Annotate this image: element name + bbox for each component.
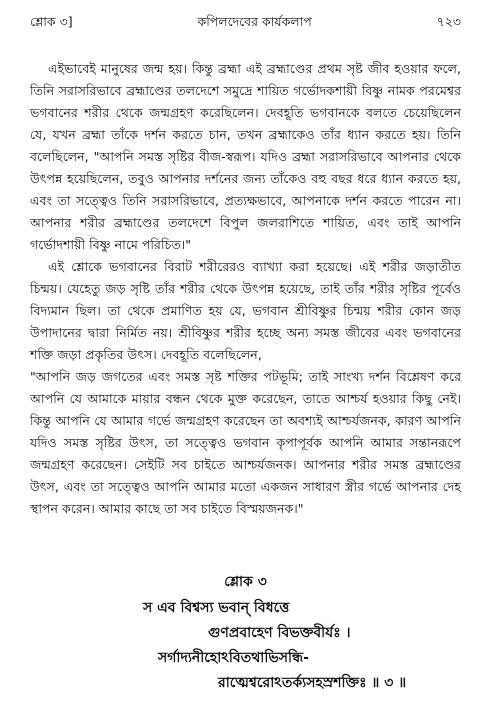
verse-line: গুণপ্রবাহেণ বিভক্তবীর্যঃ । (208, 625, 351, 641)
sanskrit-verse (0, 596, 491, 696)
header-page-number: ৭২৩ (436, 14, 461, 29)
sloka-heading: শ্লোক ৩ (224, 574, 267, 590)
verse-line: সর্গাদ্যনীহোঽবিতথাভিসন্ধি- (158, 650, 309, 666)
paragraph: এইভাবেই মানুষের জন্ম হয়। কিন্তু ব্রহ্মা এই ব্রহ্মাণ্ডের প্রথম সৃষ্ট জীব হওয়ার ফলে, তিনি সরাসরিভাবে ব্রহ্মাণ্ডের তলদেশে সমুদ্রে শায়িত গর্ভোদকশায়ী বিষ্ণু নামক পরমেশ্বর ভগবানের শরীর থেকে জন্মগ্রহণ করেছিলেন। দেবহূতি ভগবানকে বলতে চেয়েছিলেন যে, যখন ব্রহ্মা তাঁকে দর্শন করতে চান, তখন ব্রহ্মাকেও তাঁর ধ্যান করতে হয়। তিনি বলেছিলেন, "আপনি সমস্ত সৃষ্টির বীজ-স্বরূপ। যদিও ব্রহ্মা সরাসরিভাবে আপনার থেকে উৎপন্ন হয়েছিলেন, তবুও আপনার দর্শনের জন্য তাঁকেও বহু বছর ধরে ধ্যান করতে হয়, এবং তা সত্ত্বেও তিনি সরাসরিভাবে, প্রত্যক্ষভাবে, আপনাকে দর্শন করতে পারেন না। আপনার শরীর ব্রহ্মাণ্ডের তলদেশে বিপুল জলরাশিতে শায়িত, এবং তাই আপনি গর্ভোদশায়ী বিষ্ণু নামে পরিচিত।" (30, 61, 461, 252)
paragraph: এই শ্লোকে ভগবানের বিরাট শরীরেরও ব্যাখ্যা করা হয়েছে। এই শরীর জড়াতীত চিন্ময়। যেহেতু জড় সৃষ্টি তাঁর শরীর থেকে উৎপন্ন হয়েছে, তাই তাঁর শরীর সৃষ্টির পূর্বেও বিদ্যমান ছিল। তা থেকে প্রমাণিত হয় যে, ভগবান শ্রীবিষ্ণুর চিন্ময় শরীর কোন জড় উপাদানের দ্বারা নির্মিত নয়। শ্রীবিষ্ণুর শরীর হচ্ছে অন্য সমস্ত জীবের এবং ভগবানের শক্তি জড়া প্রকৃতির উৎস। দেবহূতি বলেছিলেন, (30, 259, 461, 362)
header-chapter-title: কপিলদেবের কার্যকলাপ (197, 14, 312, 29)
purport-text (30, 58, 461, 520)
paragraph: "আপনি জড় জগতের এবং সমস্ত সৃষ্ট শক্তির পটভূমি; তাই সাংখ্য দর্শন বিশ্লেষণ করে আপনি যে আমাকে মায়ার বন্ধন থেকে মুক্ত করেছেন, তাতে আশ্চর্য হওয়ার কিছু নেই। কিন্তু আপনি যে আমার গর্ভে জন্মগ্রহণ করেছেন তা অবশ্যই আশ্চর্যজনক, কারণ আপনি যদিও সমস্ত সৃষ্টির উৎস, তা সত্ত্বেও ভগবান কৃপাপূর্বক আপনি আমার সন্তানরূপে জন্মগ্রহণ করেছেন। সেইটি সব চাইতে আশ্চর্যজনক। আপনার শরীর সমস্ত ব্রহ্মাণ্ডের উৎস, এবং তা সত্ত্বেও আপনি আমার মতো একজন সাধারণ স্ত্রীর গর্ভে আপনার দেহ স্থাপন করেন। আমার কাছে তা সব চাইতে বিস্ময়জনক।" (30, 369, 461, 516)
header-verse-ref: শ্লোক ৩] (30, 14, 73, 29)
page-header (30, 14, 461, 34)
verse-line: স এব বিশ্বস্য ভবান্ বিধত্তে (143, 600, 290, 616)
verse-line: রাত্মেশ্বরোঽতর্ক্যসহস্রশক্তিঃ ॥ ৩ ॥ (218, 675, 407, 691)
